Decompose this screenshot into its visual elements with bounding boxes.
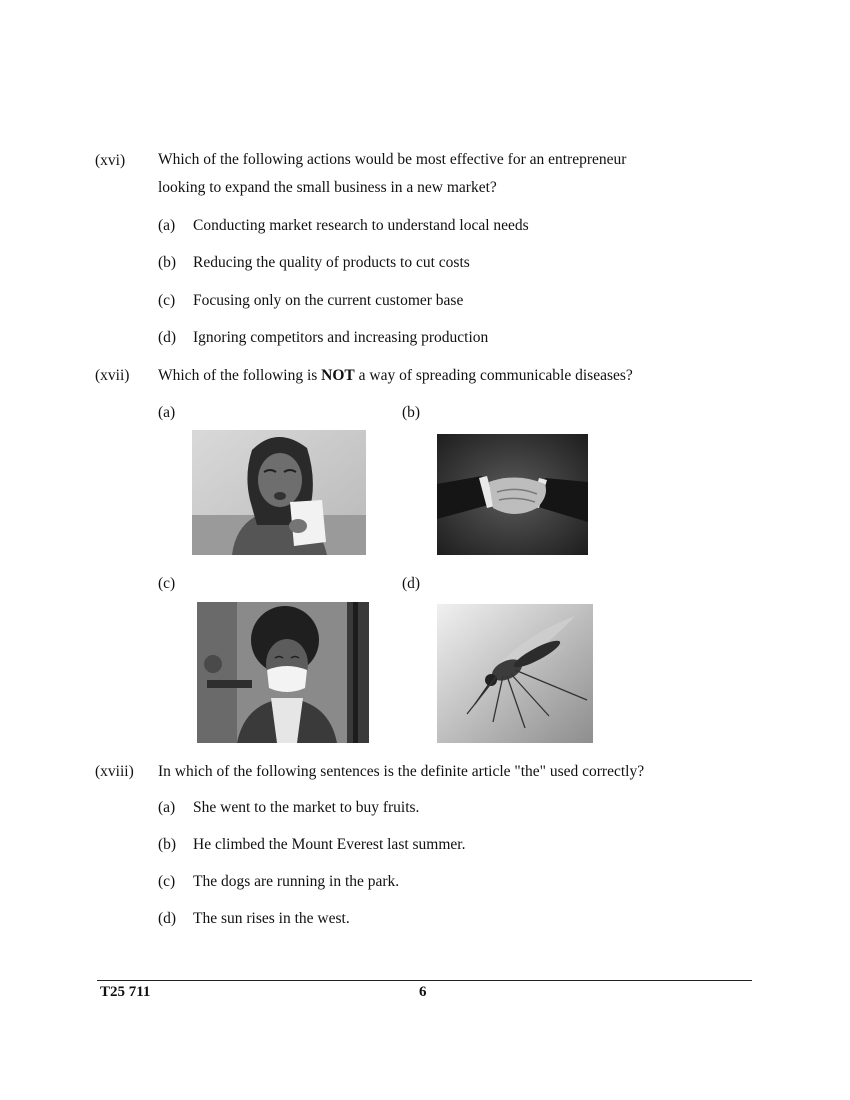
option-text: Focusing only on the current customer base (193, 292, 464, 309)
option-letter: (a) (158, 799, 176, 816)
option-text: Reducing the quality of products to cut costs (193, 254, 470, 271)
mosquito-image (437, 604, 593, 743)
option-letter: (d) (158, 910, 177, 927)
option-letter: (d) (158, 329, 177, 346)
option-text: Conducting market research to understand local needs (193, 217, 529, 234)
question-text-after: a way of spreading communicable diseases? (354, 367, 633, 384)
option-letter: (c) (158, 575, 176, 592)
option-letter: (a) (158, 404, 176, 421)
option-letter: (b) (402, 404, 421, 421)
question-text-emphasis: NOT (321, 367, 355, 384)
question-text: In which of the following sentences is the definite article "the" used correctly? (158, 763, 645, 780)
option-text: The sun rises in the west. (193, 910, 350, 927)
option-letter: (b) (158, 254, 177, 271)
footer-divider (97, 980, 752, 981)
question-number: (xvii) (95, 367, 130, 384)
paper-code: T25 711 (100, 984, 151, 1000)
option-letter: (b) (158, 836, 177, 853)
option-text: She went to the market to buy fruits. (193, 799, 420, 816)
option-text: The dogs are running in the park. (193, 873, 400, 890)
option-text: He climbed the Mount Everest last summer. (193, 836, 466, 853)
question-text (158, 146, 688, 202)
option-letter: (c) (158, 873, 176, 890)
handshake-image (437, 434, 588, 555)
sneezing-person-image (192, 430, 366, 555)
option-letter: (a) (158, 217, 176, 234)
masked-person-image (197, 602, 369, 743)
option-text: Ignoring competitors and increasing production (193, 329, 489, 346)
question-number: (xvi) (95, 152, 126, 169)
page-number: 6 (419, 984, 427, 1000)
question-text-line-2: looking to expand the small business in a new market? (158, 179, 497, 196)
question-text-line-1: Which of the following actions would be most effective for an entrepreneur (158, 151, 627, 168)
question-number: (xviii) (95, 763, 134, 780)
option-letter: (c) (158, 292, 176, 309)
question-text (158, 367, 633, 385)
question-text-before: Which of the following is (158, 367, 322, 384)
option-letter: (d) (402, 575, 421, 592)
